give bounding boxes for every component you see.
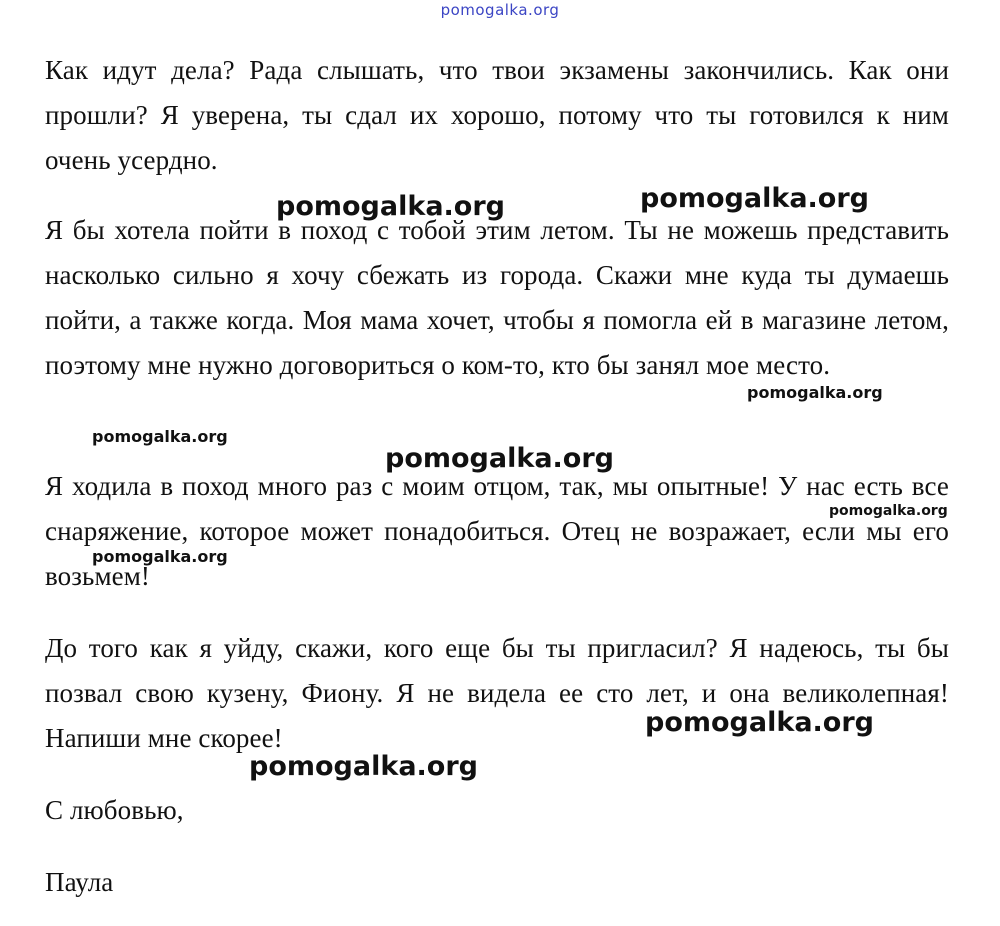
watermark: pomogalka.org xyxy=(249,751,478,782)
paragraph-2: Я бы хотела пойти в поход с тобой этим летом. Ты не можешь представить насколько сильно я хочу сбежать из города. Скажи мне куда ты думаешь пойти, а также когда. Моя мама хочет, чтобы я помогла ей в магазине летом, поэтому мне нужно договориться о ком-то, кто бы занял мое место. xyxy=(45,215,949,380)
watermark: pomogalka.org xyxy=(276,191,505,222)
signature: Паула xyxy=(45,867,114,897)
paragraph-1: Как идут дела? Рада слышать, что твои экзамены закончились. Как они прошли? Я уверена, ты сдал их хорошо, потому что ты готовился к ним очень усердно. xyxy=(45,55,949,175)
watermark: pomogalka.org xyxy=(92,547,228,566)
watermark: pomogalka.org xyxy=(829,503,948,519)
paragraph-3: Я ходила в поход много раз с моим отцом, так, мы опытные! У нас есть все снаряжение, которое может понадобиться. Отец не возражает, если мы его возьмем! xyxy=(45,471,949,591)
watermark: pomogalka.org xyxy=(92,427,228,446)
watermark-top[interactable]: pomogalka.org xyxy=(440,1,560,19)
watermark: pomogalka.org xyxy=(645,707,874,738)
closing-line: С любовью, xyxy=(45,795,184,825)
watermark: pomogalka.org xyxy=(747,383,883,402)
watermark: pomogalka.org xyxy=(385,443,614,474)
watermark: pomogalka.org xyxy=(640,183,869,214)
paragraph-4: До того как я уйду, скажи, кого еще бы ты пригласил? Я надеюсь, ты бы позвал свою кузену, Фиону. Я не видела ее сто лет, и она великолепная! Напиши мне скорее! xyxy=(45,633,949,753)
